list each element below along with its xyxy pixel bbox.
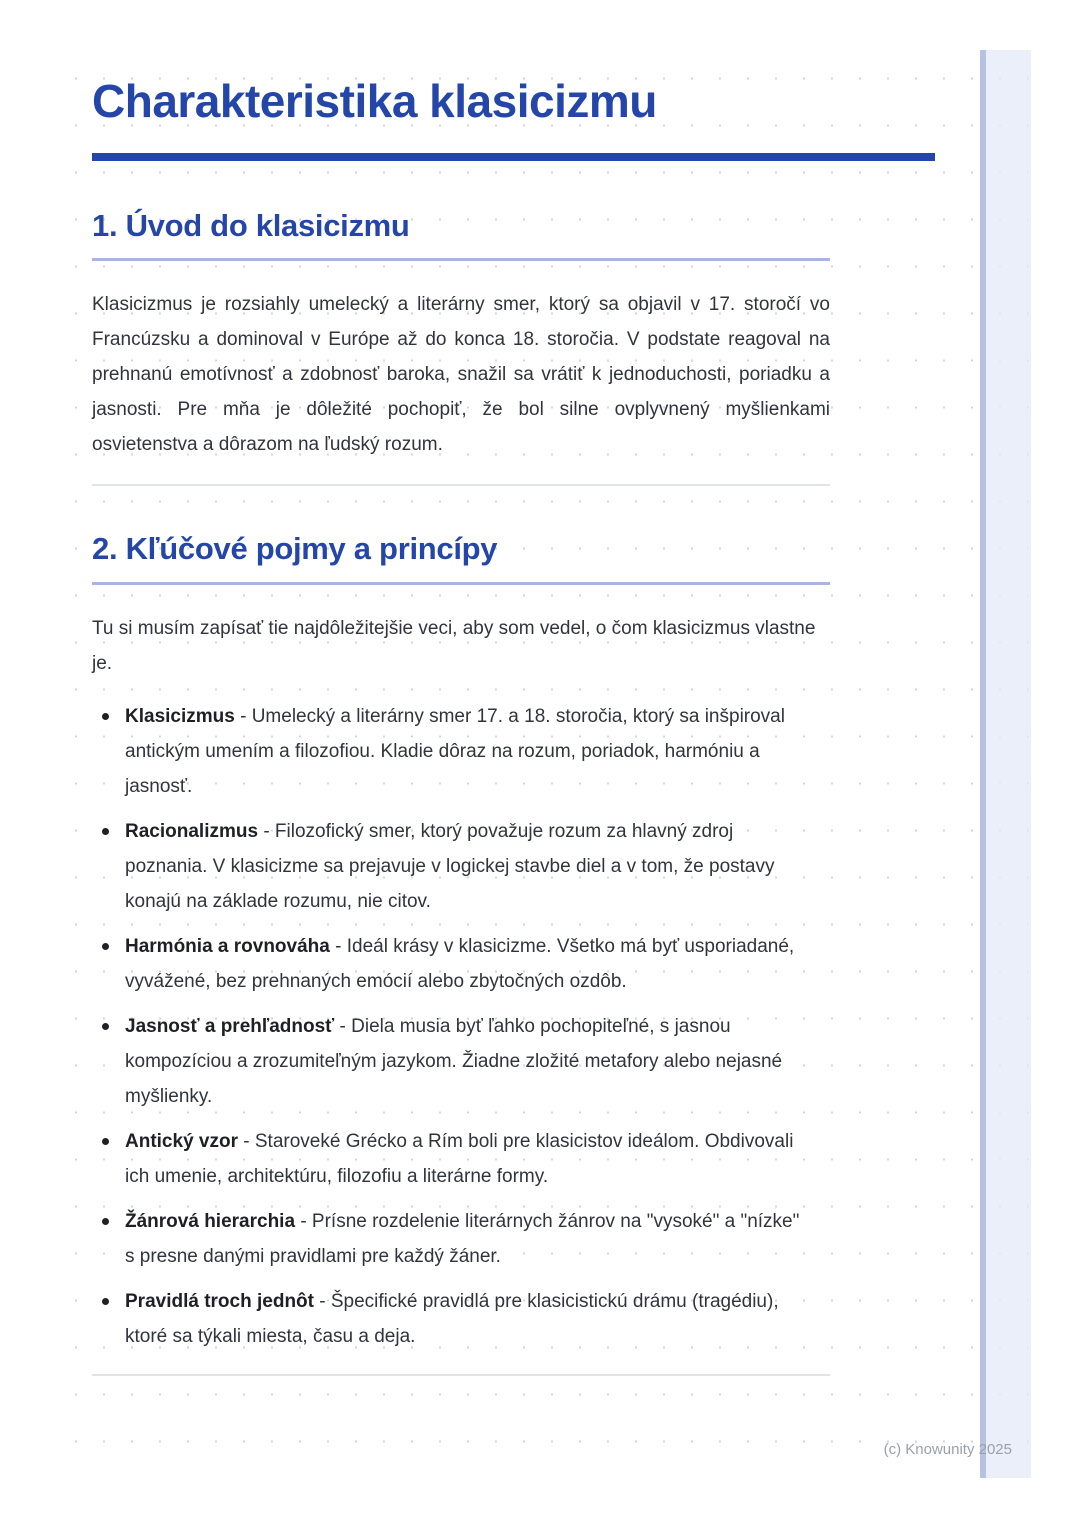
list-item — [92, 1204, 812, 1274]
term-definition: - Prísne rozdelenie literárnych žánrov na "vysoké" a "nízke" s presne danými pravidlami pre každý žáner. — [125, 1210, 800, 1267]
list-item — [92, 1284, 812, 1354]
term-definition: - Umelecký a literárny smer 17. a 18. storočia, ktorý sa inšpiroval antickým umením a filozofiou. Kladie dôraz na rozum, poriadok, harmóniu a jasnosť. — [125, 705, 785, 797]
term-definition: - Filozofický smer, ktorý považuje rozum za hlavný zdroj poznania. V klasicizme sa prejavuje v logickej stavbe diel a v tom, že postavy konajú na základe rozumu, nie citov. — [125, 820, 775, 912]
section-2-heading: 2. Kľúčové pojmy a princípy — [92, 531, 498, 567]
term-label: Pravidlá troch jednôt — [125, 1290, 314, 1312]
list-item — [92, 699, 812, 804]
term-label: Klasicizmus — [125, 705, 235, 727]
term-definition: - Špecifické pravidlá pre klasicistickú drámu (tragédiu), ktoré sa týkali miesta, času a deja. — [125, 1290, 779, 1347]
section-1-paragraph: Klasicizmus je rozsiahly umelecký a literárny smer, ktorý sa objavil v 17. storočí vo Francúzsku a dominoval v Európe až do konca 18. storočia. V podstate reagoval na prehnanú emotívnosť a zdobnosť baroka, snažil sa vrátiť k jednoduchosti, poriadku a jasnosti. Pre mňa je dôležité pochopiť, že bol silne ovplyvnený myšlienkami osvietenstva a dôrazom na ľudský rozum. — [92, 294, 830, 456]
bullet-icon — [102, 828, 109, 835]
bullet-icon — [102, 1138, 109, 1145]
term-definition: - Diela musia byť ľahko pochopiteľné, s jasnou kompozíciou a zrozumiteľným jazykom. Žiadne zložité metafory alebo nejasné myšlienky. — [125, 1015, 783, 1107]
key-concepts-list — [92, 699, 812, 1354]
section-1-heading: 1. Úvod do klasicizmu — [92, 208, 410, 244]
term-definition: - Staroveké Grécko a Rím boli pre klasicistov ideálom. Obdivovali ich umenie, architektúru, filozofiu a literárne formy. — [125, 1130, 794, 1187]
list-item — [92, 814, 812, 919]
page-title: Charakteristika klasicizmu — [92, 75, 657, 127]
section-2-underline — [92, 582, 830, 585]
term-label: Jasnosť a prehľadnosť — [125, 1015, 335, 1037]
bullet-icon — [102, 1023, 109, 1030]
list-item — [92, 1009, 812, 1114]
bullet-icon — [102, 713, 109, 720]
section-1-underline — [92, 258, 830, 261]
list-item — [92, 929, 812, 999]
list-item — [92, 1124, 812, 1194]
section-divider — [92, 484, 830, 486]
term-label: Harmónia a rovnováha — [125, 935, 330, 957]
decorative-side-band — [980, 50, 1031, 1478]
bullet-icon — [102, 943, 109, 950]
bullet-icon — [102, 1298, 109, 1305]
section-2-paragraph: Tu si musím zapísať tie najdôležitejšie veci, aby som vedel, o čom klasicizmus vlastne je. — [92, 617, 816, 674]
copyright-watermark: (c) Knowunity 2025 — [883, 1441, 1012, 1458]
term-label: Racionalizmus — [125, 820, 259, 842]
bullet-icon — [102, 1218, 109, 1225]
term-label: Žánrová hierarchia — [125, 1210, 296, 1232]
bottom-divider — [92, 1374, 830, 1376]
term-definition: - Ideál krásy v klasicizme. Všetko má byť usporiadané, vyvážené, bez prehnaných emócií alebo zbytočných ozdôb. — [125, 935, 795, 992]
term-label: Antický vzor — [125, 1130, 238, 1152]
page-content — [92, 50, 830, 1376]
title-rule — [92, 153, 935, 161]
notes-page — [55, 50, 1031, 1478]
